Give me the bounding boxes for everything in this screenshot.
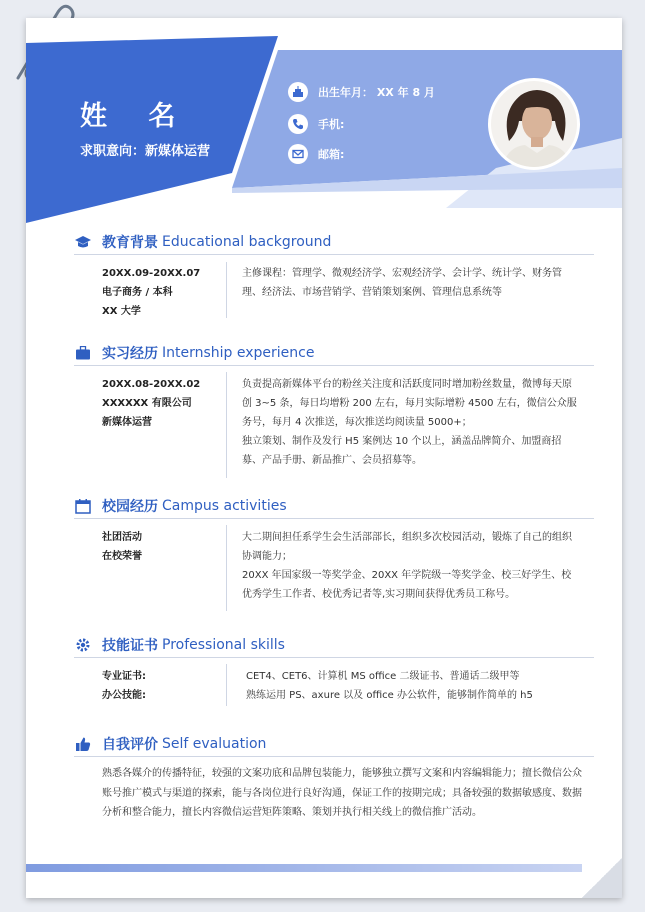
gear-icon xyxy=(74,636,92,654)
education-school: XX 大学 xyxy=(102,306,141,317)
bottom-accent-bar xyxy=(26,864,586,872)
self-divider xyxy=(74,756,594,757)
job-intent xyxy=(80,140,210,159)
campus-honors-label: 在校荣誉 xyxy=(102,551,142,562)
section-campus-title xyxy=(74,496,287,516)
skills-meta xyxy=(102,667,146,705)
campus-meta xyxy=(102,528,142,566)
campus-detail-1: 大二期间担任系学生会生活部部长，组织多次校园活动，锻炼了自己的组织协调能力； xyxy=(242,532,572,562)
internship-company: XXXXXX 有限公司 xyxy=(102,398,192,409)
education-title-zh: 教育背景 xyxy=(102,235,158,251)
internship-date: 20XX.08-20XX.02 xyxy=(102,379,201,390)
skills-office-value: 熟练运用 PS、axure 以及 office 办公软件，能够制作简单的 h5 xyxy=(246,690,533,701)
phone-text: 手机: xyxy=(318,118,345,131)
graduation-cap-icon xyxy=(74,233,92,251)
calendar-icon xyxy=(74,497,92,515)
skills-office-label: 办公技能: xyxy=(102,690,146,701)
internship-role: 新媒体运营 xyxy=(102,417,152,428)
candidate-name: 姓 名 xyxy=(80,101,192,132)
self-title-zh: 自我评价 xyxy=(102,737,158,753)
section-self-title xyxy=(74,734,266,754)
campus-title-en: Campus activities xyxy=(162,498,287,514)
internship-detail-1: 负责提高新媒体平台的粉丝关注度和活跃度同时增加粉丝数量，微博每天原创 3~5 条，每日均增粉 200 左右，每月实际增粉 4500 左右，微信公众服务号，每月 4 次推送，每次推送均阅读量 5000+； xyxy=(242,379,577,428)
education-title-en: Educational background xyxy=(162,234,332,250)
contact-birth xyxy=(288,82,435,102)
internship-divider xyxy=(74,365,594,366)
campus-details xyxy=(242,528,580,604)
internship-column-divider xyxy=(226,372,227,478)
internship-detail-2: 独立策划、制作及发行 H5 案例达 10 个以上，涵盖品牌简介、加盟商招募、产品手册、新品推广、会员招募等。 xyxy=(242,436,562,466)
birth-text: 出生年月： XX 年 8 月 xyxy=(318,86,435,99)
self-title-en: Self evaluation xyxy=(162,736,267,752)
skills-title-en: Professional skills xyxy=(162,637,285,653)
campus-activities-label: 社团活动 xyxy=(102,532,142,543)
campus-detail-2: 20XX 年国家级一等奖学金、20XX 年学院级一等奖学金、校三好学生、校优秀学生工作者、校优秀记者等,实习期间获得优秀员工称号。 xyxy=(242,570,572,600)
section-skills-title xyxy=(74,635,285,655)
education-divider xyxy=(74,254,594,255)
skills-title-zh: 技能证书 xyxy=(102,638,158,654)
internship-meta xyxy=(102,375,200,432)
briefcase-icon xyxy=(74,344,92,362)
contact-email xyxy=(288,144,344,164)
education-column-divider xyxy=(226,262,227,318)
education-courses: 主修课程：管理学、微观经济学、宏观经济学、会计学、统计学、财务管理、经济法、市场营销学、营销策划案例、管理信息系统等 xyxy=(242,268,562,298)
campus-title-zh: 校园经历 xyxy=(102,499,158,515)
email-text: 邮箱: xyxy=(318,148,345,161)
skills-cert-label: 专业证书: xyxy=(102,671,146,682)
section-internship-title xyxy=(74,343,314,363)
skills-column-divider xyxy=(226,664,227,706)
education-meta xyxy=(102,264,200,321)
mail-icon xyxy=(288,144,308,164)
resume-page xyxy=(26,18,622,898)
thumbs-up-icon xyxy=(74,735,92,753)
avatar xyxy=(488,78,580,170)
job-intent-label: 求职意向： xyxy=(80,144,146,159)
section-education-title xyxy=(74,232,331,252)
skills-cert-value: CET4、CET6、计算机 MS office 二级证书、普通话二级甲等 xyxy=(246,671,520,682)
job-intent-value: 新媒体运营 xyxy=(145,144,211,159)
phone-icon xyxy=(288,114,308,134)
internship-title-en: Internship experience xyxy=(162,345,315,361)
skills-details xyxy=(246,667,584,705)
education-date: 20XX.09-20XX.07 xyxy=(102,268,201,279)
campus-column-divider xyxy=(226,525,227,611)
campus-divider xyxy=(74,518,594,519)
internship-details xyxy=(242,375,580,470)
contact-phone xyxy=(288,114,344,134)
skills-divider xyxy=(74,657,594,658)
resume-header xyxy=(26,18,622,228)
cake-icon xyxy=(288,82,308,102)
self-evaluation-text: 熟悉各媒介的传播特征，较强的文案功底和品牌包装能力，能够独立撰写文案和内容编辑能力；擅长微信公众账号推广模式与渠道的探索，能与各岗位进行良好沟通，保证工作的按期完成；具备较强的数据敏感度、数据分析和整合能力，擅长内容微信运营矩阵策略、策划并执行相关线上的微信推广活动。 xyxy=(102,768,582,818)
internship-title-zh: 实习经历 xyxy=(102,346,158,362)
education-major: 电子商务 / 本科 xyxy=(102,287,173,298)
